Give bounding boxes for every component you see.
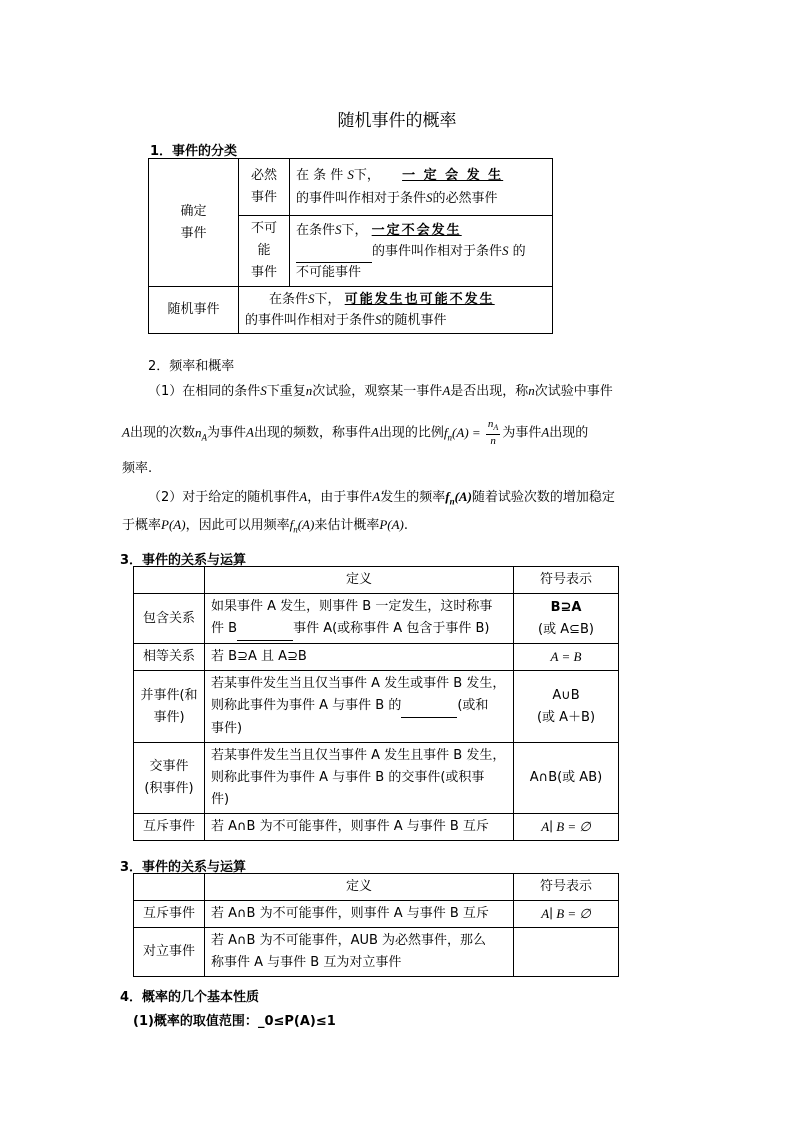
random-event-label: 随机事件 bbox=[149, 287, 239, 334]
var-S: S bbox=[375, 312, 382, 327]
text: 的事件叫作相对于条件 bbox=[245, 313, 376, 328]
text: 称事件 A 与事件 B 互为对立事件 bbox=[211, 955, 402, 970]
text: (或 A⊆B) bbox=[538, 621, 594, 637]
text: (1)概率的取值范围： bbox=[133, 1014, 258, 1029]
header-definition: 定义 bbox=[205, 874, 514, 901]
text: 件 B bbox=[211, 621, 238, 636]
opposite-definition bbox=[205, 928, 514, 977]
certain-label-1: 确定 bbox=[180, 203, 207, 219]
classification-table bbox=[148, 158, 553, 334]
text: 在条件 bbox=[269, 292, 309, 307]
blank-line bbox=[237, 618, 293, 641]
sure-event-label bbox=[239, 159, 290, 216]
exclusive-symbol: A∣ B = ∅ bbox=[514, 901, 619, 928]
exclusive-label: 互斥事件 bbox=[134, 901, 205, 928]
text: 下， bbox=[353, 168, 380, 183]
text: 事件) bbox=[211, 721, 243, 736]
inclusion-label: 包含关系 bbox=[134, 594, 205, 644]
paragraph-2-line-2: 于概率P(A)，因此可以用频率$f_n(A)$来估计概率P(A). bbox=[122, 517, 409, 535]
text: 的必然事件 bbox=[432, 191, 498, 206]
exclusive-definition: 若 A∩B 为不可能事件，则事件 A 与事件 B 互斥 bbox=[205, 814, 514, 841]
page-title: 随机事件的概率 bbox=[337, 111, 457, 131]
text: 的随机事件 bbox=[381, 313, 447, 328]
answer-fill: _0≤P(A)≤1 bbox=[257, 1014, 336, 1029]
answer-fill: 可能发生也可能不发生 bbox=[344, 292, 495, 307]
opposite-symbol bbox=[514, 928, 619, 977]
section-heading-3: 3．事件的关系与运算 bbox=[120, 553, 247, 568]
union-label bbox=[134, 671, 205, 743]
text: 件) bbox=[211, 792, 230, 807]
text: 的事件叫作相对于条件 bbox=[372, 243, 503, 259]
text: 为事件 bbox=[502, 425, 542, 441]
relations-table-2 bbox=[133, 873, 619, 977]
exclusive-definition: 若 A∩B 为不可能事件，则事件 A 与事件 B 互斥 bbox=[205, 901, 514, 928]
probability-range bbox=[133, 1010, 336, 1029]
var-S: S bbox=[308, 291, 315, 306]
text: 来估计概率 bbox=[314, 518, 380, 533]
blank-line bbox=[401, 695, 457, 718]
section-heading-4: 4．概率的几个基本性质 bbox=[120, 990, 260, 1005]
union-definition bbox=[205, 671, 514, 743]
certain-event-cell bbox=[149, 159, 239, 287]
var-S: S bbox=[260, 383, 267, 398]
text: A∪B bbox=[552, 687, 580, 703]
inclusion-definition bbox=[205, 594, 514, 644]
text: (或 A＋B) bbox=[536, 709, 596, 725]
text: 在条件 bbox=[296, 222, 336, 238]
equal-symbol: A = B bbox=[514, 644, 619, 671]
text: 如果事件 A 发生，则事件 B 一定发生，这时称事 bbox=[211, 599, 493, 614]
text: 不可能事件 bbox=[296, 264, 362, 280]
relations-table bbox=[133, 566, 619, 841]
text: 于概率 bbox=[122, 518, 162, 533]
text: 次试验中事件 bbox=[534, 384, 613, 399]
impossible-event-label bbox=[239, 216, 290, 287]
answer-fill: 一 定 会 发 生 bbox=[402, 168, 504, 183]
text: 为事件 bbox=[206, 425, 246, 441]
var-S: S bbox=[347, 167, 354, 182]
text: 是否出现，称 bbox=[450, 384, 529, 399]
text: （2）对于给定的随机事件 bbox=[148, 490, 300, 505]
text: 则称此事件为事件 A 与事件 B 的 bbox=[211, 698, 402, 713]
text: 事件) bbox=[153, 709, 185, 725]
text: 则称此事件为事件 A 与事件 B 的交事件(或积事 bbox=[211, 770, 485, 785]
opposite-label: 对立事件 bbox=[134, 928, 205, 977]
union-symbol bbox=[514, 671, 619, 743]
header-symbol: 符号表示 bbox=[514, 874, 619, 901]
text: (或和 bbox=[457, 698, 489, 713]
text: 若 A∩B 为不可能事件，AUB 为必然事件，那么 bbox=[211, 933, 487, 948]
equal-definition: 若 B⊇A 且 A⊇B bbox=[205, 644, 514, 671]
text: （1）在相同的条件 bbox=[148, 384, 261, 399]
sure-label-2: 事件 bbox=[250, 190, 277, 205]
text: 若某事件发生当且仅当事件 A 发生或事件 B 发生， bbox=[211, 676, 506, 691]
text: B⊇A bbox=[550, 599, 582, 615]
inclusion-symbol bbox=[514, 594, 619, 644]
paragraph-1-line-1: （1）在相同的条件S下重复n次试验，观察某一事件A是否出现，称n次试验中事件 bbox=[148, 383, 613, 399]
text: 下重复 bbox=[266, 384, 306, 399]
exclusive-symbol: A∣ B = ∅ bbox=[514, 814, 619, 841]
text: 随着试验次数的增加稳定 bbox=[471, 490, 615, 505]
equal-label: 相等关系 bbox=[134, 644, 205, 671]
text: 的 bbox=[512, 243, 526, 259]
header-empty bbox=[134, 567, 205, 594]
text: 的事件叫作相对于条件 bbox=[296, 191, 427, 206]
imp-label-1: 不可能 bbox=[250, 221, 277, 258]
section-heading-3b: 3．事件的关系与运算 bbox=[120, 860, 247, 875]
sure-event-definition bbox=[290, 159, 553, 216]
imp-label-2: 事件 bbox=[250, 265, 277, 280]
text: 出现的次数 bbox=[129, 425, 195, 441]
intersection-symbol: A∩B(或 AB) bbox=[514, 743, 619, 814]
section-heading-1: 1．事件的分类 bbox=[150, 144, 238, 159]
certain-label-2: 事件 bbox=[180, 225, 207, 241]
var-S: S bbox=[335, 221, 342, 237]
text: 下， bbox=[314, 292, 341, 307]
text: 发生的频率 bbox=[380, 490, 446, 505]
text: ，由于事件 bbox=[307, 490, 373, 505]
header-definition: 定义 bbox=[205, 567, 514, 594]
text: . bbox=[403, 518, 409, 533]
sure-label-1: 必然 bbox=[250, 168, 277, 183]
blank-line bbox=[296, 242, 372, 263]
header-empty bbox=[134, 874, 205, 901]
var-S: S bbox=[502, 242, 509, 258]
text: (积事件) bbox=[144, 781, 194, 796]
impossible-event-definition bbox=[290, 216, 553, 287]
paragraph-1-line-2: A出现的次数$n_A$为事件A出现的频数，称事件A出现的比例$f_n(A)$ = $\frac{n_A}{n}$ 为事件A出现的 bbox=[122, 418, 589, 448]
text: 在 条 件 bbox=[296, 168, 348, 183]
text: 下， bbox=[341, 222, 368, 238]
text: 次试验，观察某一事件 bbox=[312, 384, 443, 399]
intersection-definition bbox=[205, 743, 514, 814]
text: 交事件 bbox=[149, 759, 189, 774]
fraction: $\frac{n_A}{n}$ bbox=[487, 418, 499, 448]
text: ，因此可以用频率 bbox=[185, 518, 290, 533]
var-S: S bbox=[426, 190, 433, 205]
text: 出现的 bbox=[549, 425, 589, 441]
intersection-label bbox=[134, 743, 205, 814]
text: 事件 A(或称事件 A 包含于事件 B) bbox=[293, 621, 490, 636]
text: 出现的频数，称事件 bbox=[253, 425, 371, 441]
answer-fill: 一定不会发生 bbox=[371, 222, 462, 238]
header-symbol: 符号表示 bbox=[514, 567, 619, 594]
text: 出现的比例 bbox=[378, 425, 444, 441]
paragraph-1-line-3: 频率. bbox=[122, 461, 153, 476]
text: 若某事件发生当且仅当事件 A 发生且事件 B 发生， bbox=[211, 748, 506, 763]
exclusive-label: 互斥事件 bbox=[134, 814, 205, 841]
section-heading-2: 2．频率和概率 bbox=[148, 359, 235, 374]
paragraph-2-line-1: （2）对于给定的随机事件A，由于事件A发生的频率$f_n(A)$随着试验次数的增加稳定 bbox=[148, 489, 615, 507]
text: 并事件(和 bbox=[140, 687, 198, 703]
random-event-definition bbox=[239, 287, 553, 334]
